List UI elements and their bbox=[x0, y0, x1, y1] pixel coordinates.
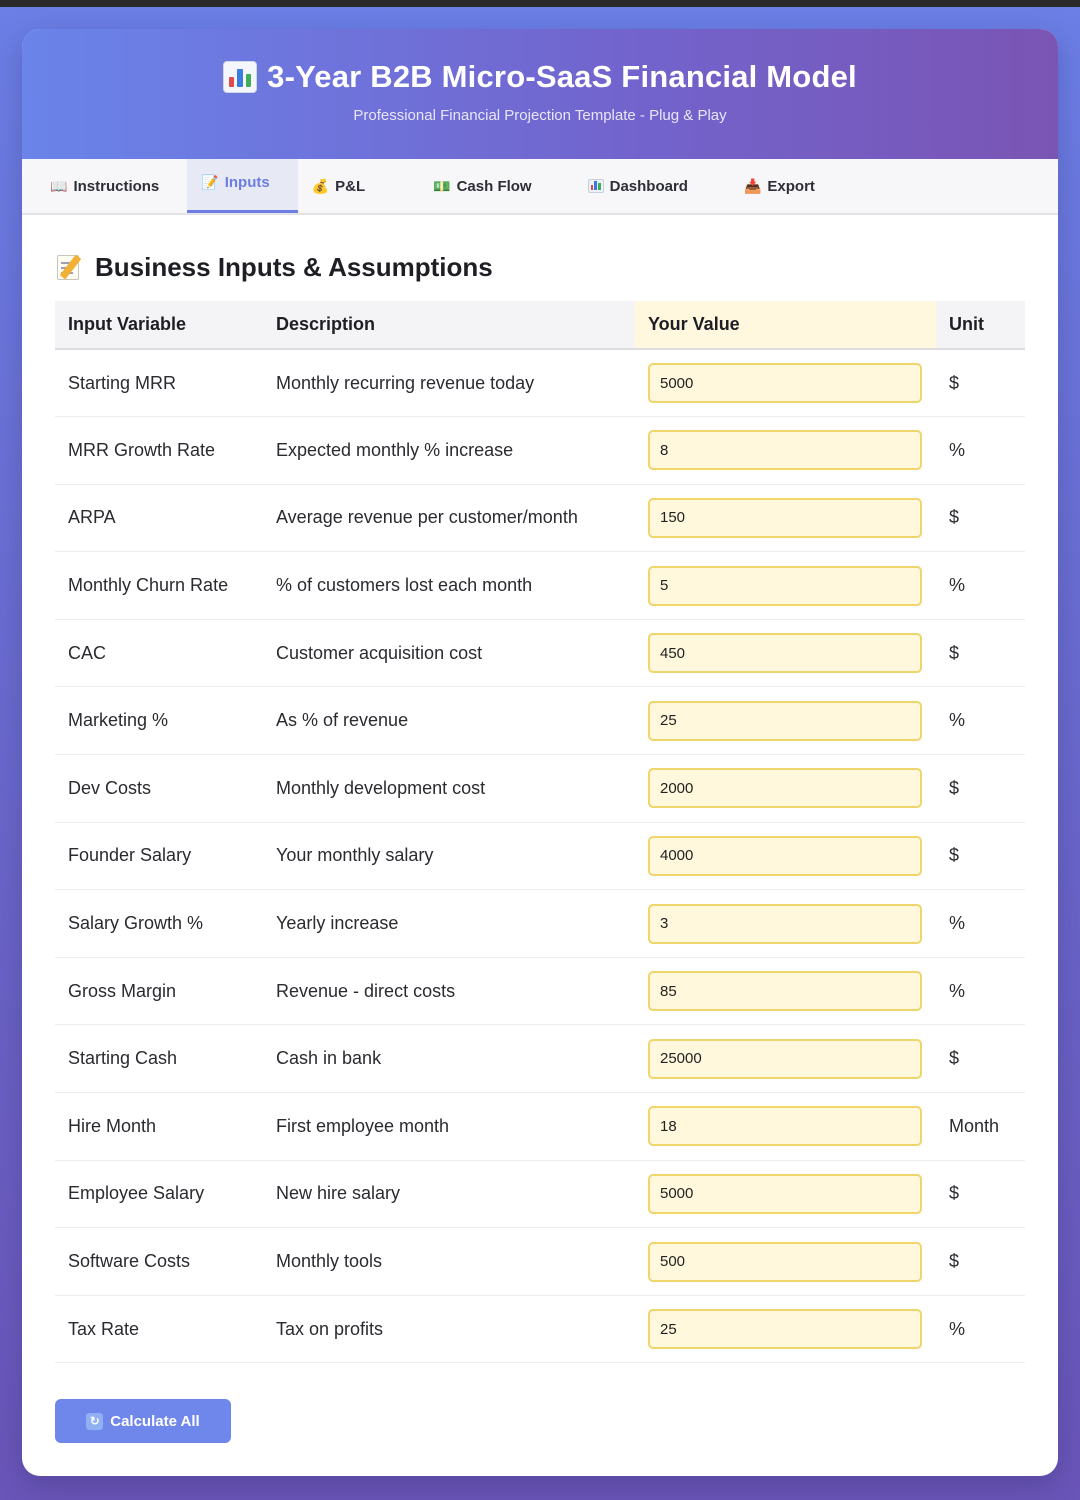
value-input[interactable]: 85 bbox=[648, 971, 922, 1011]
value-input[interactable]: 5 bbox=[648, 566, 922, 606]
value-input[interactable]: 150 bbox=[648, 498, 922, 538]
column-header: Description bbox=[263, 301, 635, 349]
table-row bbox=[55, 417, 1025, 485]
tab-label: Instructions bbox=[73, 177, 160, 195]
page-subtitle: Professional Financial Projection Template - Plug & Play bbox=[353, 107, 727, 124]
value-cell bbox=[635, 687, 936, 755]
input-unit: % bbox=[936, 890, 1025, 958]
column-header: Your Value bbox=[635, 301, 936, 349]
input-description: Yearly increase bbox=[263, 890, 635, 958]
input-unit: $ bbox=[936, 755, 1025, 823]
input-variable: Founder Salary bbox=[55, 822, 263, 890]
input-description: New hire salary bbox=[263, 1160, 635, 1228]
input-unit: % bbox=[936, 552, 1025, 620]
input-variable: Starting Cash bbox=[55, 1025, 263, 1093]
input-unit: $ bbox=[936, 349, 1025, 417]
input-variable: Marketing % bbox=[55, 687, 263, 755]
value-input[interactable]: 25000 bbox=[648, 1039, 922, 1079]
input-description: Expected monthly % increase bbox=[263, 417, 635, 485]
value-cell bbox=[635, 957, 936, 1025]
tab-inputs[interactable] bbox=[187, 159, 297, 213]
input-description: % of customers lost each month bbox=[263, 552, 635, 620]
inputs-panel bbox=[22, 215, 1058, 1363]
section-title-row bbox=[55, 247, 1025, 287]
value-cell bbox=[635, 755, 936, 823]
value-input[interactable]: 18 bbox=[648, 1106, 922, 1146]
inbox-tray-icon: 📥 bbox=[743, 177, 762, 194]
table-row bbox=[55, 890, 1025, 958]
tab-export[interactable] bbox=[716, 159, 843, 213]
money-bag-icon: 💰 bbox=[311, 177, 330, 194]
input-unit: % bbox=[936, 957, 1025, 1025]
input-description: As % of revenue bbox=[263, 687, 635, 755]
tab-pnl[interactable] bbox=[298, 159, 393, 213]
table-row bbox=[55, 1025, 1025, 1093]
input-variable: Monthly Churn Rate bbox=[55, 552, 263, 620]
table-row bbox=[55, 484, 1025, 552]
tab-label: Inputs bbox=[224, 174, 270, 191]
value-cell bbox=[635, 1093, 936, 1161]
table-row bbox=[55, 1093, 1025, 1161]
memo-icon bbox=[55, 252, 85, 282]
input-unit: $ bbox=[936, 484, 1025, 552]
input-description: First employee month bbox=[263, 1093, 635, 1161]
refresh-icon: ↻ bbox=[86, 1413, 103, 1430]
input-description: Revenue - direct costs bbox=[263, 957, 635, 1025]
value-cell bbox=[635, 484, 936, 552]
input-description: Monthly recurring revenue today bbox=[263, 349, 635, 417]
page-title: 3-Year B2B Micro-SaaS Financial Model bbox=[267, 59, 857, 94]
window-top-bar bbox=[0, 0, 1080, 7]
table-row bbox=[55, 1228, 1025, 1296]
calculate-all-label: Calculate All bbox=[110, 1412, 200, 1430]
input-description: Monthly development cost bbox=[263, 755, 635, 823]
table-row bbox=[55, 957, 1025, 1025]
value-input[interactable]: 25 bbox=[648, 701, 922, 741]
tab-bar bbox=[22, 159, 1058, 215]
input-description: Tax on profits bbox=[263, 1295, 635, 1363]
value-input[interactable]: 8 bbox=[648, 430, 922, 470]
table-row bbox=[55, 619, 1025, 687]
input-unit: $ bbox=[936, 1025, 1025, 1093]
column-header: Unit bbox=[936, 301, 1025, 349]
value-input[interactable]: 500 bbox=[648, 1242, 922, 1282]
book-icon: 📖 bbox=[50, 177, 68, 194]
bar-chart-icon bbox=[223, 61, 257, 93]
input-description: Cash in bank bbox=[263, 1025, 635, 1093]
input-unit: % bbox=[936, 687, 1025, 755]
table-row bbox=[55, 1160, 1025, 1228]
value-cell bbox=[635, 1228, 936, 1296]
input-variable: Salary Growth % bbox=[55, 890, 263, 958]
page-header bbox=[22, 29, 1058, 159]
tab-label: Cash Flow bbox=[456, 177, 532, 195]
tab-instructions[interactable] bbox=[36, 159, 187, 213]
table-row bbox=[55, 349, 1025, 417]
value-input[interactable]: 5000 bbox=[648, 363, 922, 403]
table-row bbox=[55, 687, 1025, 755]
value-cell bbox=[635, 552, 936, 620]
input-variable: Tax Rate bbox=[55, 1295, 263, 1363]
value-input[interactable]: 450 bbox=[648, 633, 922, 673]
input-description: Average revenue per customer/month bbox=[263, 484, 635, 552]
tab-label: Dashboard bbox=[609, 177, 688, 195]
memo-icon: 📝 bbox=[201, 174, 219, 190]
tab-label: Export bbox=[767, 177, 815, 195]
table-row bbox=[55, 755, 1025, 823]
page-title-row bbox=[22, 59, 1058, 95]
column-header: Input Variable bbox=[55, 301, 263, 349]
value-cell bbox=[635, 1025, 936, 1093]
value-cell bbox=[635, 349, 936, 417]
input-variable: CAC bbox=[55, 619, 263, 687]
value-cell bbox=[635, 619, 936, 687]
value-input[interactable]: 3 bbox=[648, 904, 922, 944]
input-unit: Month bbox=[936, 1093, 1025, 1161]
input-variable: Hire Month bbox=[55, 1093, 263, 1161]
banknote-icon: 💵 bbox=[433, 177, 451, 194]
section-title: Business Inputs & Assumptions bbox=[95, 251, 493, 282]
value-input[interactable]: 2000 bbox=[648, 768, 922, 808]
input-variable: Starting MRR bbox=[55, 349, 263, 417]
tab-cash-flow[interactable] bbox=[393, 159, 559, 213]
table-row bbox=[55, 822, 1025, 890]
input-variable: Gross Margin bbox=[55, 957, 263, 1025]
table-row bbox=[55, 552, 1025, 620]
inputs-table bbox=[55, 301, 1025, 1363]
tab-dashboard[interactable] bbox=[560, 159, 716, 213]
input-description: Customer acquisition cost bbox=[263, 619, 635, 687]
value-cell bbox=[635, 822, 936, 890]
input-variable: ARPA bbox=[55, 484, 263, 552]
main-card bbox=[22, 29, 1058, 1476]
input-variable: MRR Growth Rate bbox=[55, 417, 263, 485]
value-cell bbox=[635, 890, 936, 958]
input-unit: % bbox=[936, 1295, 1025, 1363]
value-cell bbox=[635, 1295, 936, 1363]
input-unit: $ bbox=[936, 1228, 1025, 1296]
value-input[interactable]: 4000 bbox=[648, 836, 922, 876]
value-cell bbox=[635, 1160, 936, 1228]
table-row bbox=[55, 1295, 1025, 1363]
input-variable: Software Costs bbox=[55, 1228, 263, 1296]
input-variable: Employee Salary bbox=[55, 1160, 263, 1228]
value-cell bbox=[635, 417, 936, 485]
tab-label: P&L bbox=[335, 177, 366, 195]
value-input[interactable]: 25 bbox=[648, 1309, 922, 1349]
value-input[interactable]: 5000 bbox=[648, 1174, 922, 1214]
input-unit: $ bbox=[936, 822, 1025, 890]
bar-chart-icon bbox=[588, 179, 604, 193]
calculate-all-button[interactable] bbox=[55, 1399, 231, 1443]
input-description: Your monthly salary bbox=[263, 822, 635, 890]
input-description: Monthly tools bbox=[263, 1228, 635, 1296]
input-unit: $ bbox=[936, 1160, 1025, 1228]
input-unit: % bbox=[936, 417, 1025, 485]
input-unit: $ bbox=[936, 619, 1025, 687]
input-variable: Dev Costs bbox=[55, 755, 263, 823]
table-header-row bbox=[55, 301, 1025, 349]
